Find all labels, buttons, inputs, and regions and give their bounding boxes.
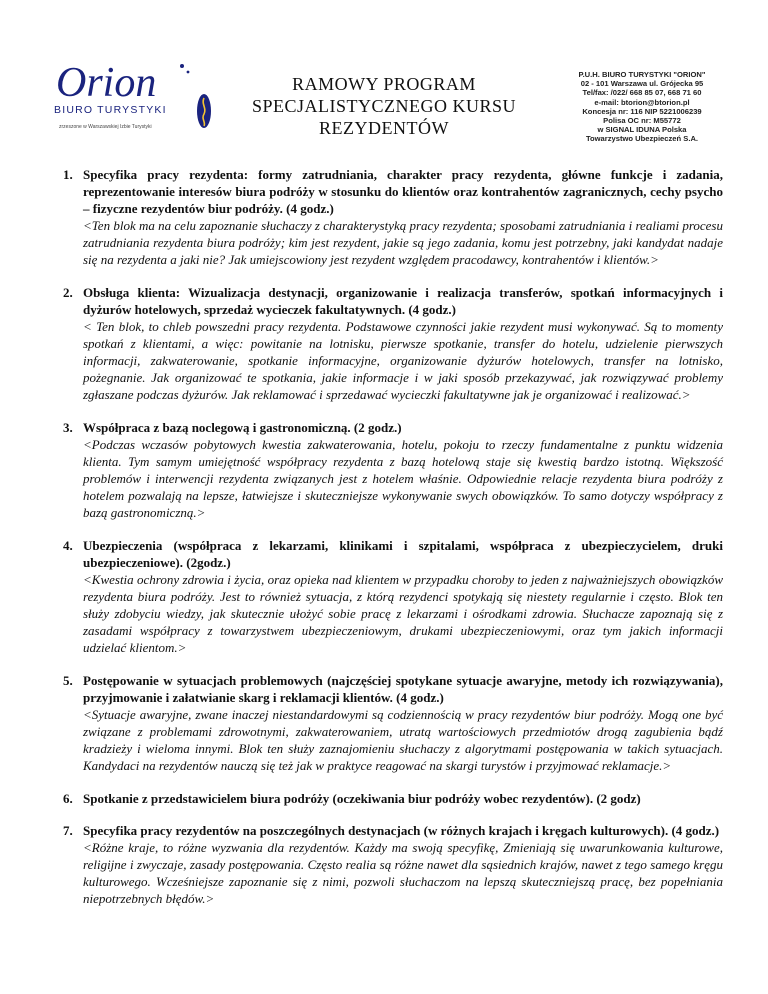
item-heading: Postępowanie w sytuacjach problemowych (najczęściej spotykane sytuacje awaryjne, metody ich rozwiązywania), przyjmowanie i załatwianie skarg i reklamacji klientów. (4 godz.)	[83, 673, 723, 705]
logo-brand-text: Orion	[56, 60, 157, 106]
item-description: <Sytuacje awaryjne, zwane inaczej niestandardowymi są codziennością w pracy rezydentów biur podróży. Mogą one być związane z problemami zdrowotnymi, zakwaterowaniem, utratą wartościowych przedmiotów drogą zagubienia bądź kradzieży i wieloma innymi. Blok ten służy zaznajomieniu słuchaczy z algorytmami postępowania w takich sytuacjach. Kandydaci na rezydentów nauczą się też jak w praktyce reagować na skargi turystów i przyjmować reklamacje.>	[83, 707, 723, 773]
document-title	[244, 73, 524, 139]
item-heading: Współpraca z bazą noclegową i gastronomiczną. (2 godz.)	[83, 420, 402, 435]
document-header	[54, 58, 724, 148]
item-number: 4.	[63, 538, 73, 553]
company-line: Towarzystwo Ubezpieczeń S.A.	[585, 134, 699, 144]
logo-subtitle: BIURO TURYSTYKI	[54, 104, 167, 116]
program-item	[63, 822, 723, 907]
item-heading: Specyfika pracy rezydentów na poszczególnych destynacjach (w różnych krajach i kręgach kulturowych). (4 godz.)	[83, 823, 720, 838]
item-number: 7.	[63, 823, 73, 838]
title-line: REZYDENTÓW	[319, 118, 449, 138]
company-line: 02 - 101 Warszawa ul. Grójecka 95	[580, 79, 704, 89]
item-number: 1.	[63, 167, 73, 182]
program-item	[63, 672, 723, 774]
item-number: 5.	[63, 673, 73, 688]
company-line: P.U.H. BIURO TURYSTYKI "ORION"	[578, 70, 706, 79]
item-description: <Kwestia ochrony zdrowia i życia, oraz opieka nad klientem w przypadku choroby to jeden z najważniejszych obowiązków rezydenta biura podróży. Jest to również sytuacja, z którą rezydenci spotykają się niestety regularnie i często. Blok ten służy zdobyciu wiedzy, jak skutecznie ułożyć sobie pracę z lekarzami i ośrodkami zdrowia. Słuchacze zapoznają się z zasadami współpracy z towarzystwem ubezpieczeniowym, drukami ubezpieczeniowymi, oraz tym jakich informacji udzielać klientom.>	[83, 572, 723, 655]
item-heading: Specyfika pracy rezydenta: formy zatrudniania, charakter pracy rezydenta, główne funkcje i zadania, reprezentowanie interesów biura podróży w stosunku do klientów oraz kontrahentów zagranicznych, cechy psycho – fizyczne rezydentów biur podróży. (4 godz.)	[83, 167, 723, 216]
item-number: 2.	[63, 285, 73, 300]
item-description: <Różne kraje, to różne wyzwania dla rezydentów. Każdy ma swoją specyfikę, Zmieniają się uwarunkowania kulturowe, religijne i zwyczaje, zasady postępowania. Często realia są różne nawet dla sąsiednich krajów, nawet z tego samego kręgu kulturowego. Wcześniejsze zapoznanie się z nimi, pozwoli słuchaczom na lepszą skuteczniejszą pracę, bez popełniania niepotrzebnych błędów.>	[83, 840, 723, 906]
title-line: SPECJALISTYCZNEGO KURSU	[251, 96, 517, 116]
company-line: w SIGNAL IDUNA Polska	[597, 125, 687, 135]
item-number: 3.	[63, 420, 73, 435]
program-item	[63, 166, 723, 268]
orion-logo	[54, 58, 214, 138]
item-heading: Obsługa klienta: Wizualizacja destynacji, organizowanie i realizacja transferów, spotkań informacyjnych i dyżurów hotelowych, sprzedaż wycieczek fakultatywnych. (4 godz.)	[83, 285, 723, 317]
item-heading: Spotkanie z przedstawicielem biura podróży (oczekiwania biur podróży wobec rezydentów). (2 godz)	[83, 791, 641, 806]
item-heading: Ubezpieczenia (współpraca z lekarzami, klinikami i szpitalami, współpraca z ubezpieczycielem, druki ubezpieczeniowe). (2godz.)	[83, 538, 723, 570]
program-item	[63, 419, 723, 521]
logo-tagline: zrzeszone w Warszawskiej Izbie Turystyki	[59, 124, 152, 130]
program-item	[63, 537, 723, 656]
program-item	[63, 284, 723, 403]
title-line: RAMOWY PROGRAM	[292, 74, 476, 94]
item-description: <Ten blok ma na celu zapoznanie słuchaczy z charakterystyką pracy rezydenta; sposobami zatrudniania i realiami procesu zatrudniania rezydenta biura podróży; kim jest rezydent, jakie są jego zadania, komu jest potrzebny, jaki kandydat nadaje się na rezydenta a jaki nie? Jak umiejscowiony jest rezydent względem pracodawcy, kontrahentów i klientów.>	[83, 218, 723, 267]
program-list	[63, 166, 723, 923]
company-info	[554, 70, 730, 144]
item-description: < Ten blok, to chleb powszedni pracy rezydenta. Podstawowe czynności jakie rezydent musi wykonywać. Są to momenty spotkań z klientami, a więc: powitanie na lotnisku, pierwsze spotkanie, transfer do hotelu, udzielenie pierwszych informacji, zakwaterowanie, spotkanie informacyjne, organizowanie dyżurów hotelowych, transfer na lotnisko, pożegnanie. Jak organizować te spotkania, jakie informacje i w jaki sposób przekazywać, jak rozwiązywać problemy zgłaszane podczas dyżurów. Jak reklamować i sprzedawać wycieczki fakultatywne jak je organizować i realizować.>	[83, 319, 723, 402]
company-line: Tel/fax: /022/ 668 85 07, 668 71 60	[582, 88, 702, 98]
company-line: Polisa OC nr: M55772	[603, 116, 681, 126]
program-item	[63, 790, 723, 807]
company-line: e-mail: btorion@btorion.pl	[594, 97, 690, 107]
item-number: 6.	[63, 791, 73, 806]
item-description: <Podczas wczasów pobytowych kwestia zakwaterowania, hotelu, pokoju to rzeczy fundamentalne z punktu widzenia klienta. Tym samym umiejętność współpracy rezydenta z bazą hotelową staje się kwestią bardzo istotną. Większość problemów i interwencji rezydenta związanych jest z hotelem właśnie. Odpowiednie relacje rezydenta biura podróży z hotelem pozwalają na lepsze, łatwiejsze i skuteczniejsze wykonywanie swych obowiązków. To samo dotyczy współpracy z bazą gastronomiczną.>	[83, 437, 723, 520]
company-line: Koncesja nr: 116 NIP 5221006239	[582, 106, 702, 116]
orion-logo-graphic	[54, 58, 214, 108]
